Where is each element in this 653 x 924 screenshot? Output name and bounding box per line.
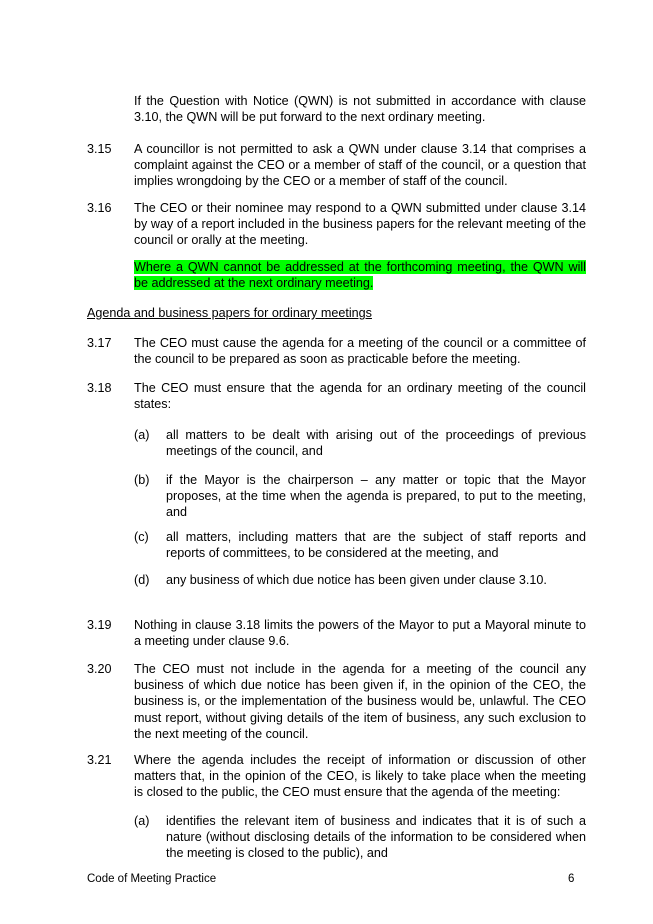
clause-text: A councillor is not permitted to ask a QWN under clause 3.14 that comprises a complaint against the CEO or a member of staff of the council, or a question that implies wrongdoing by the CEO or a member of staff of the council. [134, 142, 586, 189]
sub-item-label: (a) [134, 428, 150, 442]
clause-text: Nothing in clause 3.18 limits the powers of the Mayor to put a Mayoral minute to a meeting under clause 9.6. [134, 618, 586, 649]
sub-item-text: identifies the relevant item of business and indicates that it is of such a nature (without disclosing details of the information to be considered when the meeting is closed to the public), and [166, 814, 586, 861]
clause-text: The CEO must ensure that the agenda for an ordinary meeting of the council states: [134, 381, 586, 412]
clause-number: 3.16 [87, 201, 112, 215]
sub-item-text: any business of which due notice has been given under clause 3.10. [166, 573, 547, 587]
section-heading: Agenda and business papers for ordinary meetings [87, 306, 372, 320]
clause-text: The CEO must not include in the agenda for a meeting of the council any business of which due notice has been given if, in the opinion of the CEO, the business is, or the implementation of the business would be, unlawful. The CEO must report, without giving details of the item of business, any such exclusion to the next meeting of the council. [134, 662, 586, 741]
sub-item-label: (d) [134, 573, 150, 587]
clause-text: The CEO must cause the agenda for a meeting of the council or a committee of the council to be prepared as soon as practicable before the meeting. [134, 336, 586, 367]
clause-number: 3.21 [87, 753, 112, 767]
sub-item-label: (c) [134, 530, 149, 544]
sub-item-text: if the Mayor is the chairperson – any matter or topic that the Mayor proposes, at the time when the agenda is prepared, to put to the meeting, and [166, 473, 586, 520]
footer-title: Code of Meeting Practice [87, 873, 217, 885]
sub-item-text: all matters to be dealt with arising out of the proceedings of previous meetings of the council, and [166, 428, 586, 459]
highlighted-paragraph [134, 259, 586, 291]
clause-text: Where the agenda includes the receipt of information or discussion of other matters that, in the opinion of the CEO, is likely to take place when the meeting is closed to the public, the CEO must ensure that the agenda of the meeting: [134, 753, 586, 800]
clause-text: The CEO or their nominee may respond to a QWN submitted under clause 3.14 by way of a report included in the business papers for the relevant meeting of the council or orally at the meeting. [134, 201, 586, 248]
clause-number: 3.17 [87, 336, 112, 350]
sub-item-label: (a) [134, 814, 150, 828]
clause-number: 3.20 [87, 662, 112, 676]
clause-number: 3.19 [87, 618, 112, 632]
page-number: 6 [568, 873, 575, 885]
highlighted-text: Where a QWN cannot be addressed at the forthcoming meeting, the QWN will be addressed at the next ordinary meeting. [134, 260, 586, 291]
intro-paragraph: If the Question with Notice (QWN) is not submitted in accordance with clause 3.10, the QWN will be put forward to the next ordinary meeting. [134, 94, 586, 125]
clause-number: 3.15 [87, 142, 112, 156]
sub-item-label: (b) [134, 473, 150, 487]
clause-number: 3.18 [87, 381, 112, 395]
sub-item-text: all matters, including matters that are the subject of staff reports and reports of committees, to be considered at the meeting, and [166, 530, 586, 561]
